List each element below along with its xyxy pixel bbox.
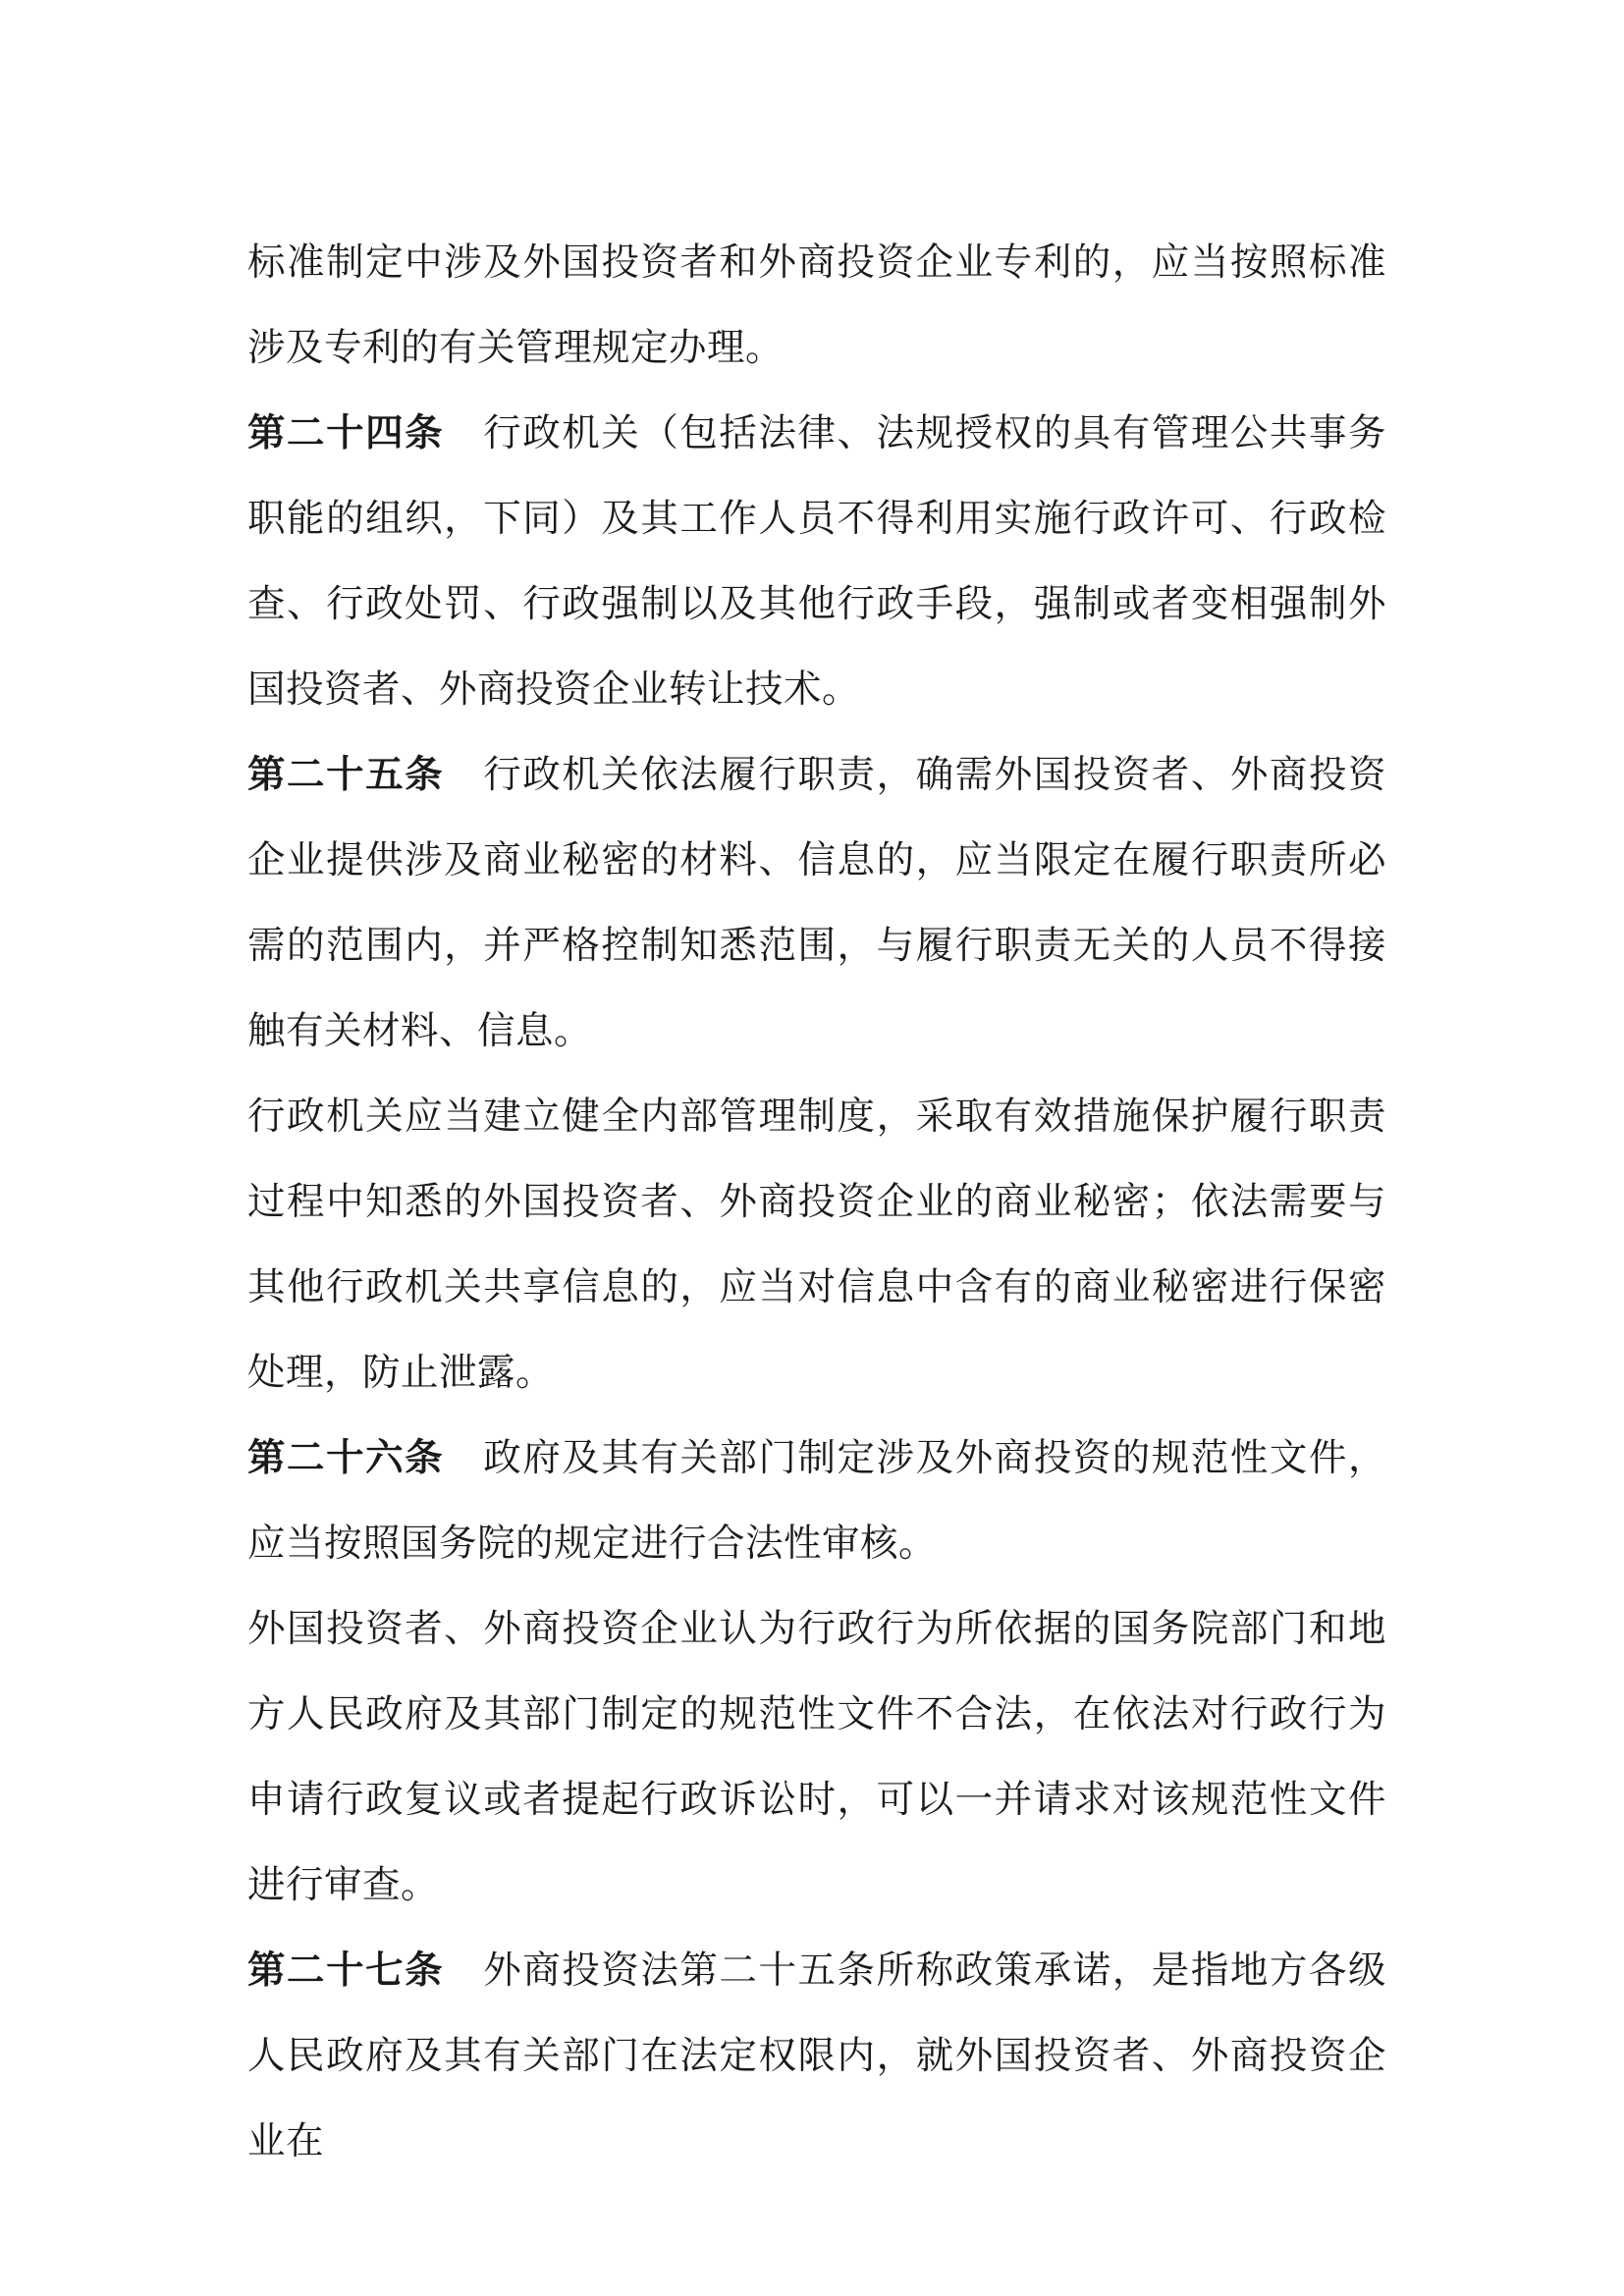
paragraph-text: 行政机关依法履行职责，确需外国投资者、外商投资企业提供涉及商业秘密的材料、信息的，应当限定在履行职责所必需的范围内，并严格控制知悉范围，与履行职责无关的人员不得接触有关材料、信息。 [247, 753, 1386, 1053]
paragraph-text: 行政机关应当建立健全内部管理制度，采取有效措施保护履行职责过程中知悉的外国投资者、外商投资企业的商业秘密；依法需要与其他行政机关共享信息的，应当对信息中含有的商业秘密进行保密处理，防止泄露。 [247, 1095, 1386, 1395]
article-number: 第二十六条 [247, 1436, 445, 1480]
article-27 [247, 1928, 1386, 2184]
article-25 [247, 732, 1386, 1074]
article-26-paragraph-2 [247, 1586, 1386, 1928]
document-body [247, 220, 1386, 2184]
paragraph-continuation-patent [247, 220, 1386, 391]
article-number: 第二十七条 [247, 1949, 445, 1993]
article-number: 第二十五条 [247, 753, 445, 797]
paragraph-text: 标准制定中涉及外国投资者和外商投资企业专利的，应当按照标准涉及专利的有关管理规定办理。 [247, 240, 1386, 370]
paragraph-text: 行政机关（包括法律、法规授权的具有管理公共事务职能的组织，下同）及其工作人员不得利用实施行政许可、行政检查、行政处罚、行政强制以及其他行政手段，强制或者变相强制外国投资者、外商投资企业转让技术。 [247, 411, 1386, 712]
article-25-paragraph-2 [247, 1074, 1386, 1415]
paragraph-text: 政府及其有关部门制定涉及外商投资的规范性文件，应当按照国务院的规定进行合法性审核。 [247, 1436, 1386, 1566]
article-24 [247, 391, 1386, 732]
paragraph-text: 外国投资者、外商投资企业认为行政行为所依据的国务院部门和地方人民政府及其部门制定的规范性文件不合法，在依法对行政行为申请行政复议或者提起行政诉讼时，可以一并请求对该规范性文件进行审查。 [247, 1607, 1386, 1907]
article-number: 第二十四条 [247, 411, 445, 455]
paragraph-text: 外商投资法第二十五条所称政策承诺，是指地方各级人民政府及其有关部门在法定权限内，就外国投资者、外商投资企业在 [247, 1949, 1386, 2163]
article-26 [247, 1415, 1386, 1586]
